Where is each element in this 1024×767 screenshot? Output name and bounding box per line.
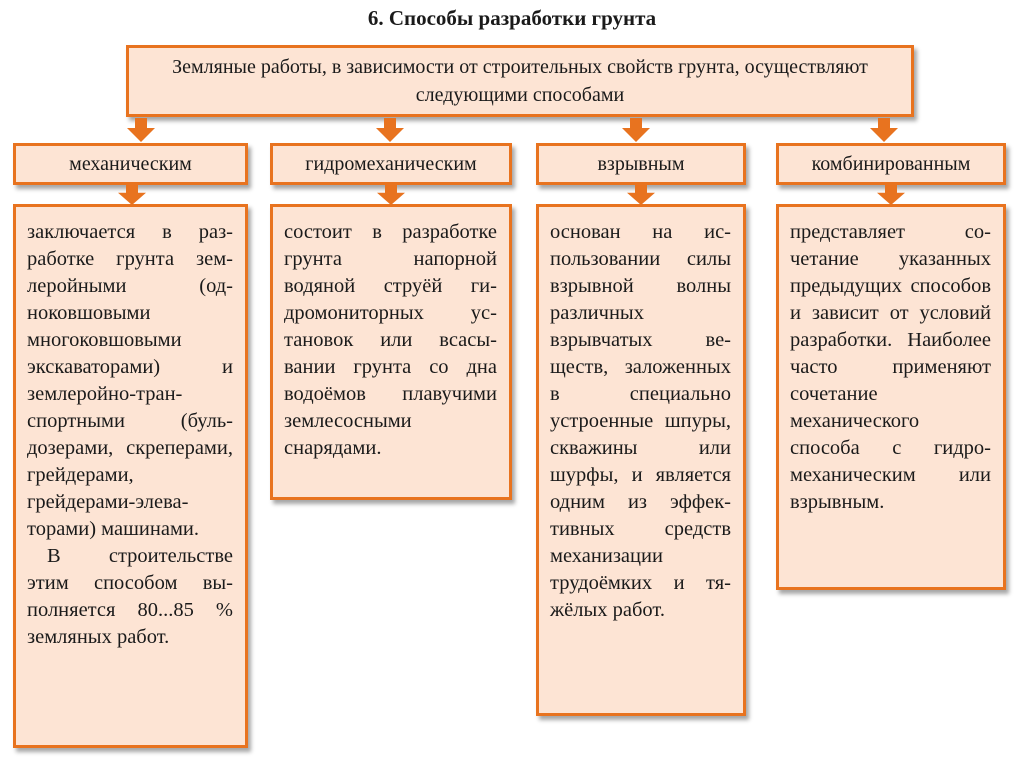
method-label: комбинированным: [811, 152, 971, 175]
arrow-down-icon: [377, 184, 405, 205]
arrow-down-icon: [870, 118, 898, 142]
arrow-down-icon: [376, 118, 404, 142]
desc-box-hydromechanical: [270, 204, 512, 500]
method-box-mechanical: [13, 143, 248, 185]
description-text: В строительстве этим способом выполняется 80...85 % земляных работ.: [27, 545, 233, 648]
desc-box-explosive: [536, 204, 746, 716]
arrow-down-icon: [877, 184, 905, 205]
description-text: состоит в разработке грунта напорной водяной струёй гидромониторных установок или всасывании грунта со дна водоёмов плавучими землесосными снарядами.: [284, 221, 497, 459]
arrow-down-icon: [118, 184, 146, 205]
method-box-explosive: [536, 143, 746, 185]
method-box-hydromechanical: [270, 143, 512, 185]
page-title: 6. Способы разработки грунта: [367, 6, 657, 30]
arrow-down-icon: [127, 118, 155, 142]
description-text: основан на использовании силы взрывной волны различных взрывчатых веществ, заложенных в специально устроенные шпуры, скважины или шурфы, и является одним из эффективных средств механизации трудоёмких и тяжёлых работ.: [550, 221, 731, 621]
desc-box-combined: [776, 204, 1006, 590]
arrow-down-icon: [627, 184, 655, 205]
method-label: гидромеханическим: [305, 152, 477, 175]
description-text: представляет сочетание указанных предыдущих способов и зависит от условий разработки. Наиболее часто применяют сочетание механического способа с гидромеханическим или взрывным.: [790, 221, 991, 513]
desc-box-mechanical: [13, 204, 248, 748]
header-box: [126, 45, 914, 117]
method-label: взрывным: [597, 152, 685, 175]
method-box-combined: [776, 143, 1006, 185]
arrow-down-icon: [622, 118, 650, 142]
description-text: заключается в разработке грунта землеройными (одноковшовыми многоковшовыми экскаваторами) и землеройно-транспортными (бульдозерами, скреперами, грейдерами, грейдерами-элеваторами) машинами.: [27, 221, 233, 540]
method-label: механическим: [69, 152, 192, 175]
header-text: Земляные работы, в зависимости от строительных свойств грунта, осуществляют следующими способами: [172, 56, 868, 106]
